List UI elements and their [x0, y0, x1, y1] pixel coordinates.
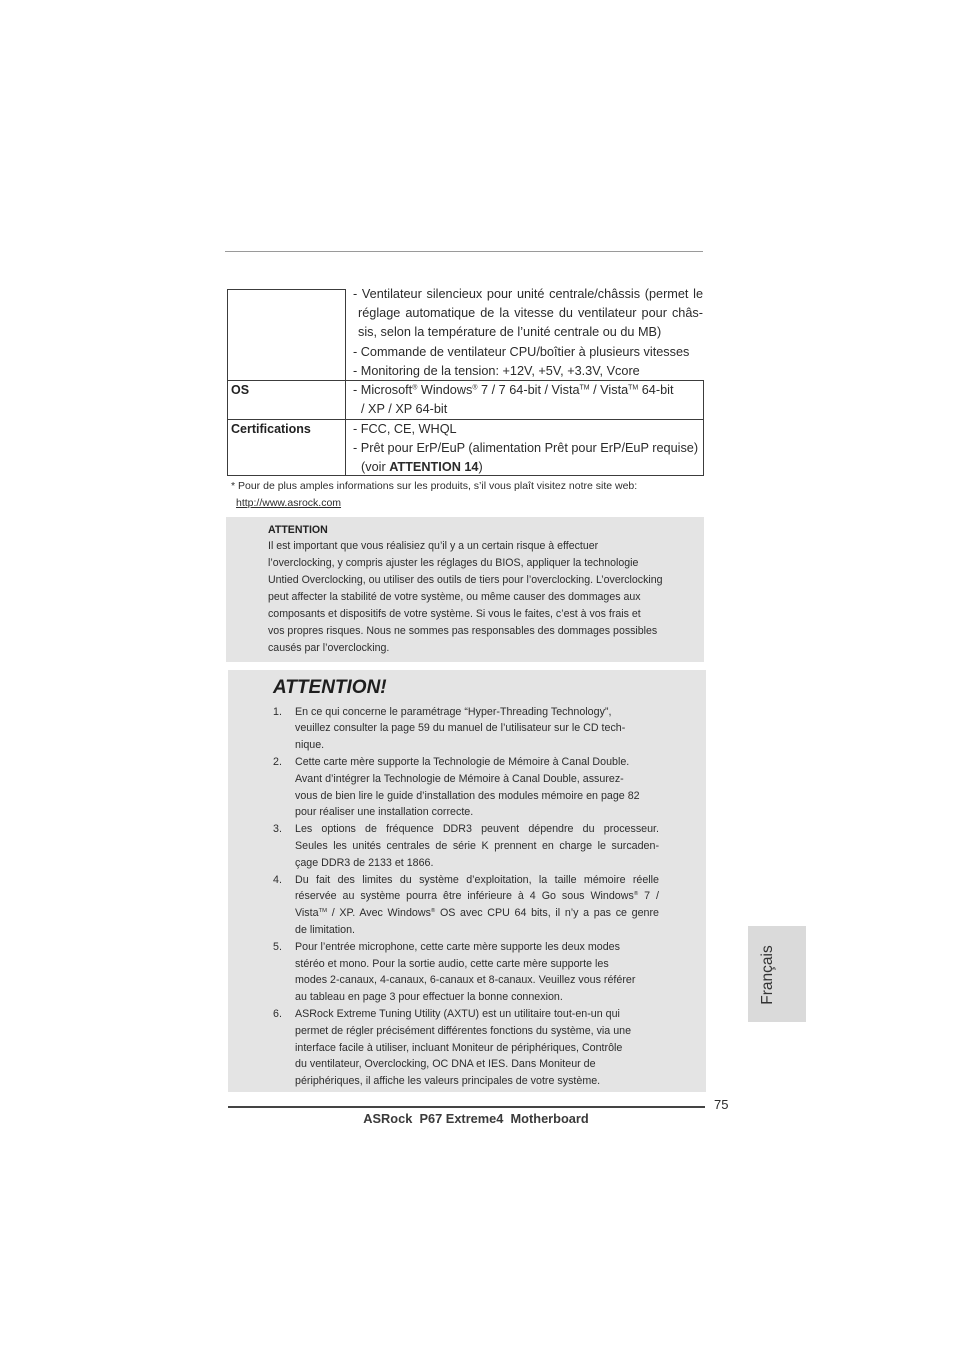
- item-line: modes 2-canaux, 4-canaux, 6-canaux et 8-canaux. Veuillez vous référer: [295, 974, 636, 987]
- os-label: OS: [231, 382, 250, 397]
- text-segment: Vista: [295, 907, 319, 920]
- certifications-cell: [353, 420, 703, 478]
- item-line: stéréo et mono. Pour la sortie audio, cette carte mère supporte les: [295, 957, 609, 970]
- item-line: [295, 905, 659, 922]
- item-text: [295, 754, 659, 821]
- bold-text: ATTENTION 14: [389, 459, 479, 474]
- item-line: çage DDR3 de 2133 et 1866.: [295, 856, 434, 869]
- item-number: 1.: [273, 705, 282, 718]
- item-line: En ce qui concerne le paramétrage “Hyper-Threading Technology”,: [295, 705, 612, 718]
- list-item: [273, 939, 659, 1006]
- item-line: au tableau en page 3 pour effectuer la bonne connexion.: [295, 991, 563, 1004]
- text-segment: (voir: [361, 459, 390, 474]
- language-tab: [748, 926, 806, 1022]
- superscript: ®: [430, 908, 436, 915]
- notice-line: peut affecter la stabilité de votre système, ou même causer des dommages aux: [268, 590, 641, 603]
- text-segment: / XP. Avec Windows: [327, 907, 431, 920]
- attention-box: [228, 670, 706, 1092]
- footer-rule: [228, 1106, 705, 1108]
- item-line: Les options de fréquence DDR3 peuvent dépendre du processeur.: [295, 823, 659, 836]
- spec-line: réglage automatique de la vitesse du ventilateur pour châs-: [358, 306, 703, 321]
- website-link[interactable]: http://www.asrock.com: [236, 497, 342, 509]
- header-rule: [225, 251, 703, 252]
- spec-line: - Ventilateur silencieux pour unité centrale/châssis (permet le: [353, 287, 703, 301]
- item-line: permet de régler précisément différentes fonctions du système, via une: [295, 1024, 632, 1037]
- item-number: 5.: [273, 940, 282, 953]
- text-segment: OS avec CPU 64 bits, il n’y a pas ce genre: [435, 907, 659, 920]
- notice-line: Untied Overclocking, ou utiliser des outils de tiers pour l’overclocking. L’overclocking: [268, 574, 663, 587]
- superscript: TM: [318, 908, 328, 915]
- item-line: veuillez consulter la page 59 du manuel de l’utilisateur sur le CD tech-: [295, 722, 626, 735]
- item-line: Cette carte mère supporte la Technologie de Mémoire à Canal Double.: [295, 755, 630, 768]
- footer-title: ASRock P67 Extreme4 Motherboard: [363, 1111, 589, 1126]
- item-line: vous de bien lire le guide d’installation des modules mémoire en page 82: [295, 789, 640, 802]
- item-line: ASRock Extreme Tuning Utility (AXTU) est un utilitaire tout-en-un qui: [295, 1007, 620, 1020]
- spec-line: [353, 381, 703, 400]
- fan-features-cell: [353, 285, 703, 381]
- spec-line: [353, 458, 703, 477]
- text-segment: / Vista: [589, 382, 629, 397]
- item-line: interface facile à utiliser, incluant Moniteur de périphériques, Contrôle: [295, 1041, 623, 1054]
- superscript: TM: [579, 383, 590, 391]
- list-item: [273, 1006, 659, 1090]
- spec-line: - Commande de ventilateur CPU/boîtier à plusieurs vitesses: [353, 344, 690, 359]
- overclocking-notice: [226, 517, 704, 662]
- notice-line: composants et dispositifs de votre système. Si vous le faites, c’est à vos frais et: [268, 607, 641, 620]
- item-line: Avant d’intégrer la Technologie de Mémoire à Canal Double, assurez-: [295, 772, 624, 785]
- item-text: [295, 872, 659, 939]
- item-line: Du fait des limites du système d’exploitation, la taille mémoire réelle: [295, 873, 659, 886]
- spec-line: - FCC, CE, WHQL: [353, 421, 457, 436]
- text-segment: - Microsoft: [353, 382, 413, 397]
- text-segment: Windows: [417, 382, 473, 397]
- spec-line: sis, selon la température de l’unité centrale ou du MB): [358, 325, 662, 340]
- item-text: [295, 1006, 659, 1090]
- superscript: ®: [633, 891, 639, 898]
- item-line: de limitation.: [295, 923, 355, 936]
- item-line: du ventilateur, Overclocking, OC DNA et IES. Dans Moniteur de: [295, 1058, 596, 1071]
- text-segment: 7 /: [638, 890, 659, 903]
- item-number: 3.: [273, 823, 282, 836]
- spec-line: - Prêt pour ErP/EuP (alimentation Prêt pour ErP/EuP requise): [353, 440, 699, 455]
- footnote-text: * Pour de plus amples informations sur les produits, s’il vous plaît visitez notre site web:: [231, 480, 638, 492]
- language-tab-label: Français: [759, 945, 776, 1005]
- item-number: 4.: [273, 873, 282, 886]
- text-segment: réservée au système pourra être inférieure à 4 Go sous Windows: [295, 890, 634, 903]
- notice-line: vos propres risques. Nous ne sommes pas responsables des dommages possibles: [268, 624, 658, 637]
- notice-line: Il est important que vous réalisiez qu’il y a un certain risque à effectuer: [268, 540, 599, 553]
- item-text: [295, 704, 659, 754]
- item-number: 6.: [273, 1007, 282, 1020]
- item-text: [295, 939, 659, 1006]
- text-segment: 7 / 7 64-bit / Vista: [477, 382, 580, 397]
- table-border: [703, 380, 704, 476]
- text-segment: 64-bit: [638, 382, 674, 397]
- text-segment: ): [478, 459, 483, 474]
- notice-title: ATTENTION: [268, 523, 328, 536]
- superscript: ®: [472, 383, 478, 391]
- list-item: [273, 872, 659, 939]
- attention-list: [273, 704, 659, 1090]
- item-line: pour réaliser une installation correcte.: [295, 806, 474, 819]
- spec-line: - Monitoring de la tension: +12V, +5V, +3.3V, Vcore: [353, 363, 640, 378]
- item-line: nique.: [295, 739, 325, 752]
- item-text: [295, 821, 659, 871]
- list-item: [273, 754, 659, 821]
- table-border: [345, 289, 346, 476]
- notice-line: causés par l’overclocking.: [268, 641, 390, 654]
- list-item: [273, 704, 659, 754]
- spec-line: / XP / XP 64-bit: [361, 401, 448, 416]
- os-cell: [353, 381, 703, 419]
- superscript: ®: [412, 383, 418, 391]
- table-border: [227, 289, 228, 476]
- table-border: [227, 289, 346, 290]
- item-line: [295, 888, 659, 905]
- item-line: Seules les unités centrales de série K prennent en charge le surcaden-: [295, 839, 659, 852]
- page-number: 75: [714, 1097, 729, 1112]
- list-item: [273, 821, 659, 871]
- notice-body: [268, 538, 663, 656]
- item-line: Pour l’entrée microphone, cette carte mère supporte les deux modes: [295, 940, 620, 953]
- certifications-label: Certifications: [231, 421, 311, 436]
- item-number: 2.: [273, 755, 282, 768]
- notice-line: l’overclocking, y compris ajuster les réglages du BIOS, appliquer la technologie: [268, 557, 639, 570]
- attention-title: ATTENTION!: [273, 677, 387, 698]
- superscript: TM: [628, 383, 639, 391]
- item-line: périphériques, il affiche les valeurs principales de votre système.: [295, 1075, 601, 1088]
